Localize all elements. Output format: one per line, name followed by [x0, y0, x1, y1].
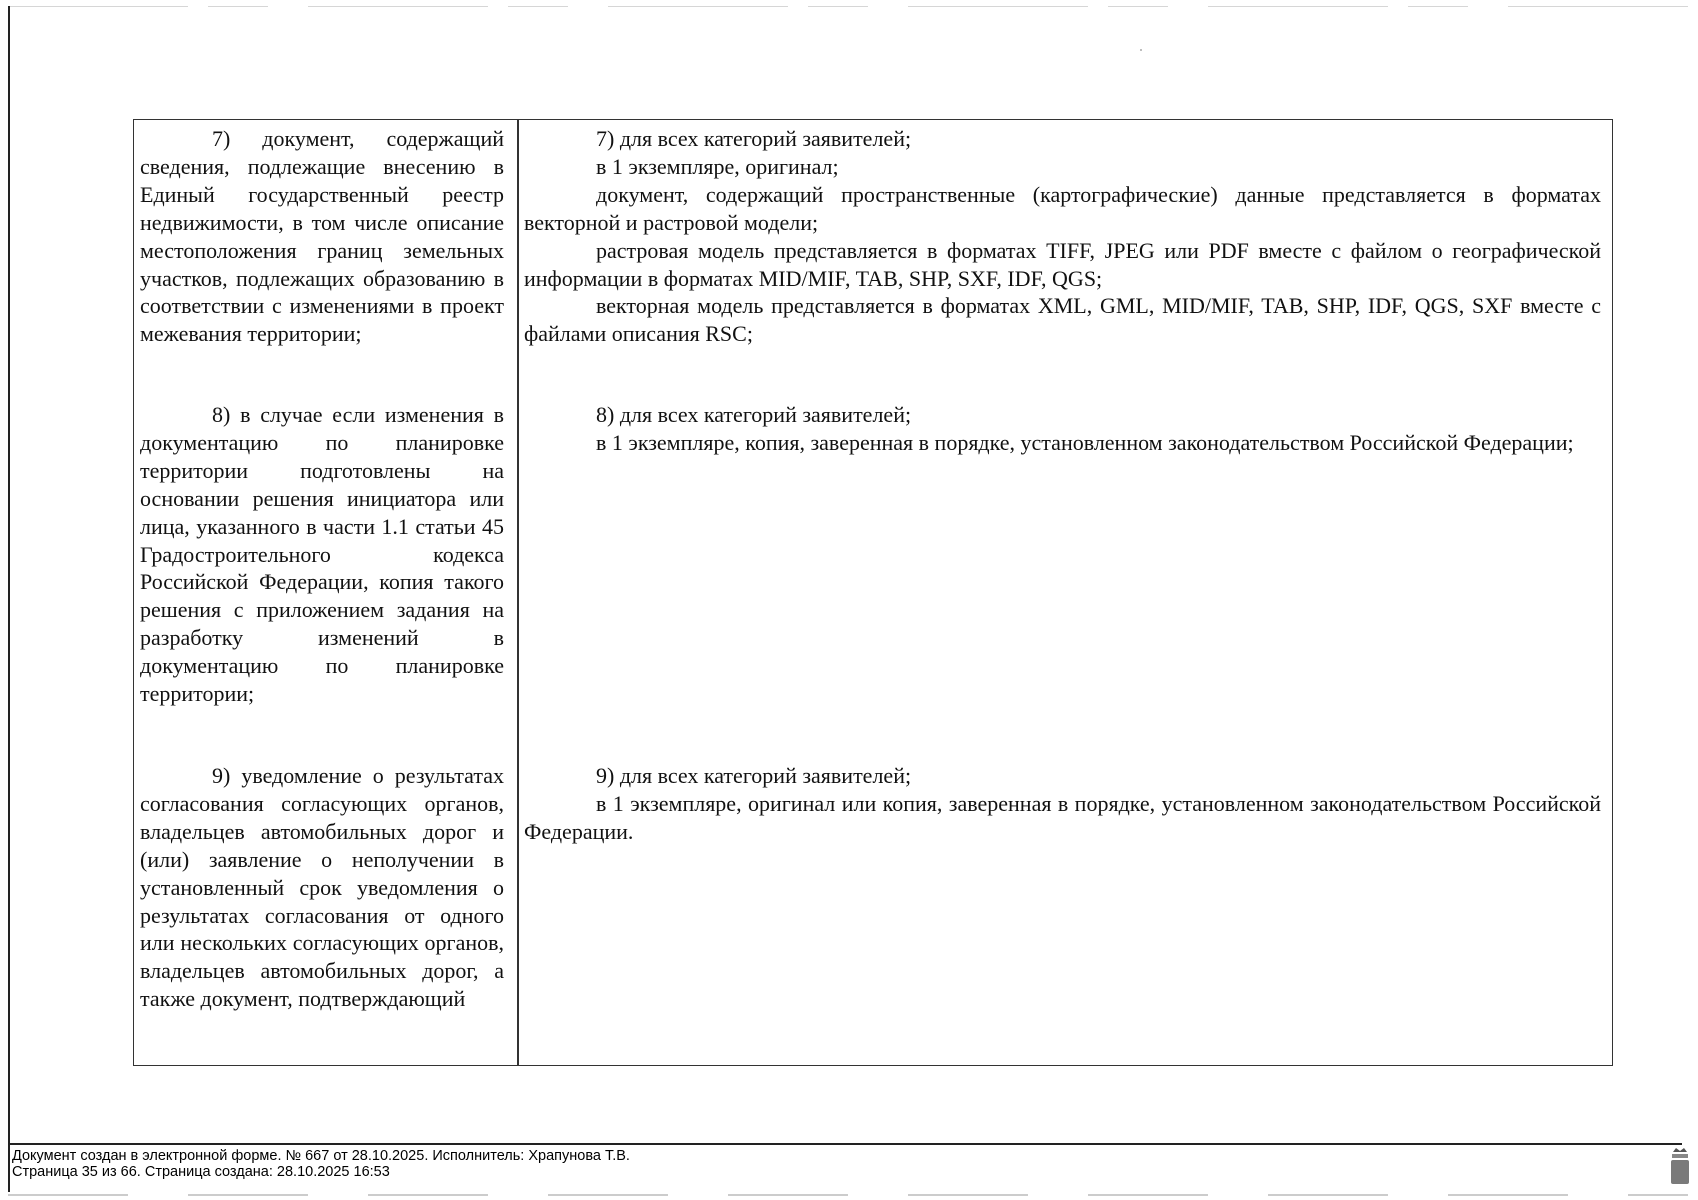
- scan-edge-left: [8, 6, 10, 1192]
- table-row-8-left: [140, 401, 504, 708]
- page-footer: [12, 1148, 630, 1180]
- footer-page-info: Страница 35 из 66. Страница создана: 28.10.2025 16:53: [12, 1164, 390, 1180]
- footer-document-info: Документ создан в электронной форме. № 667 от 28.10.2025. Исполнитель: Храпунова Т.В.: [12, 1148, 630, 1164]
- column-divider: [517, 120, 519, 1065]
- document-table: [133, 119, 1613, 1066]
- table-row-8-right: [524, 401, 1601, 457]
- row-8-right-line-2: в 1 экземпляре, копия, заверенная в порядке, установленном законодательством Российской Федерации;: [596, 429, 1574, 455]
- table-row-7-left: [140, 125, 504, 348]
- row-8-right-line-1: 8) для всех категорий заявителей;: [596, 402, 912, 427]
- row-7-right-line-1: 7) для всех категорий заявителей;: [596, 126, 912, 151]
- stamp-icon-graphic: [1670, 1148, 1690, 1184]
- table-row-7-right: [524, 125, 1601, 348]
- footer-rule: [10, 1143, 1682, 1145]
- table-row-9-right: [524, 762, 1601, 846]
- row-9-right-line-1: 9) для всех категорий заявителей;: [596, 763, 912, 788]
- scan-edge-bottom: [8, 1194, 1688, 1196]
- row-9-right-line-2: в 1 экземпляре, оригинал или копия, заверенная в порядке, установленном законодательством Российской Федерации.: [524, 790, 1601, 844]
- row-7-right-line-3: документ, содержащий пространственные (картографические) данные представляется в форматах векторной и растровой модели;: [524, 181, 1601, 235]
- electronic-signature-stamp-icon: [1670, 1148, 1690, 1184]
- row-7-right-line-2: в 1 экземпляре, оригинал;: [596, 153, 839, 179]
- scan-edge-top: [8, 6, 1688, 7]
- row-7-requirement-text: 7) документ, содержащий сведения, подлежащие внесению в Единый государственный реестр недвижимости, в том числе описание местоположения границ земельных участков, подлежащих образованию в соответствии с изменениями в проект межевания территории;: [140, 126, 504, 347]
- row-9-requirement-text: 9) уведомление о результатах согласования согласующих органов, владельцев автомобильных дорог и (или) заявление о неполучении в установленный срок уведомления о результатах согласования от одного или нескольких согласующих органов, владельцев автомобильных дорог, а также документ, подтверждающий: [140, 763, 504, 1012]
- row-7-right-line-5: векторная модель представляется в форматах XML, GML, MID/MIF, TAB, SHP, IDF, QGS, SXF вместе с файлами описания RSC;: [524, 293, 1601, 347]
- scan-speck: [1140, 49, 1142, 51]
- table-row-9-left: [140, 762, 504, 1013]
- row-8-requirement-text: 8) в случае если изменения в документацию по планировке территории подготовлены на основании решения инициатора или лица, указанного в части 1.1 статьи 45 Градостроительного кодекса Российской Федерации, копия такого решения с приложением задания на разработку изменений в документацию по планировке территории;: [140, 402, 504, 707]
- row-7-right-line-4: растровая модель представляется в форматах TIFF, JPEG или PDF вместе с файлом о географической информации в форматах MID/MIF, TAB, SHP, SXF, IDF, QGS;: [524, 237, 1601, 291]
